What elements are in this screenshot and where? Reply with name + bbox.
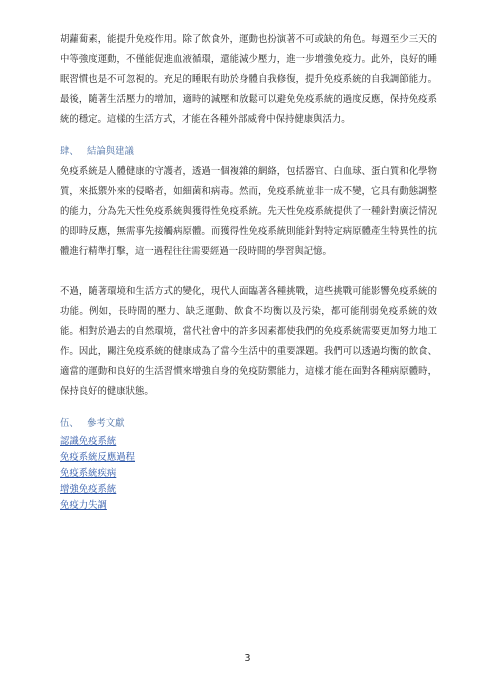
reference-link[interactable]: 免疫系統疾病 xyxy=(60,468,117,479)
section-title: 結論與建議 xyxy=(87,146,134,157)
section-title: 參考文獻 xyxy=(87,418,125,429)
reference-list xyxy=(60,434,437,514)
reference-link[interactable]: 免疫力失調 xyxy=(60,500,107,511)
body-paragraph: 不過，隨著環境和生活方式的變化，現代人面臨著各種挑戰，這些挑戰可能影響免疫系統的功能。例如，長時間的壓力、缺乏運動、飲食不均衡以及污染，都可能削弱免疫系統的效能。相對於過去的自然環境，當代社會中的許多因素都使我們的免疫系統需要更加努力地工作。因此，關注免疫系統的健康成為了當今生活中的重要課題。我們可以透過均衡的飲食、適當的運動和良好的生活習慣來增強自身的免疫防禦能力，這樣才能在面對各種病原體時，保持良好的健康狀態。 xyxy=(60,286,437,397)
reference-link[interactable]: 免疫系統反應過程 xyxy=(60,452,136,463)
reference-link[interactable]: 認識免疫系統 xyxy=(60,436,117,447)
section-heading-conclusion xyxy=(60,142,437,162)
section-heading-references xyxy=(60,414,437,434)
page-number: 3 xyxy=(244,653,251,664)
page-content xyxy=(60,30,437,514)
section-number: 伍、 xyxy=(60,418,79,429)
section-number: 肆、 xyxy=(60,146,79,157)
body-paragraph: 免疫系統是人體健康的守護者，透過一個複雜的網絡，包括器官、白血球、蛋白質和化學物質，來抵禦外來的侵略者，如細菌和病毒。然而，免疫系統並非一成不變，它具有動態調整的能力，分為先天性免疫系統與獲得性免疫系統。先天性免疫系統提供了一種針對廣泛情況的即時反應，無需事先接觸病原體。而獲得性免疫系統則能針對特定病原體產生特異性的抗體進行精準打擊，這一過程往往需要經過一段時間的學習與記憶。 xyxy=(60,166,437,257)
body-paragraph-continued: 胡蘿蔔素，能提升免疫作用。除了飲食外，運動也扮演著不可或缺的角色。每週至少三天的中等強度運動，不僅能促進血液循環，還能減少壓力，進一步增強免疫力。此外，良好的睡眠習慣也是不可忽視的。充足的睡眠有助於身體自我修復，提升免疫系統的自我調節能力。最後，隨著生活壓力的增加，適時的減壓和放鬆可以避免免疫系統的過度反應，保持免疫系統的穩定。這樣的生活方式，才能在各種外部威脅中保持健康與活力。 xyxy=(60,34,437,125)
reference-link[interactable]: 增強免疫系統 xyxy=(60,484,117,495)
